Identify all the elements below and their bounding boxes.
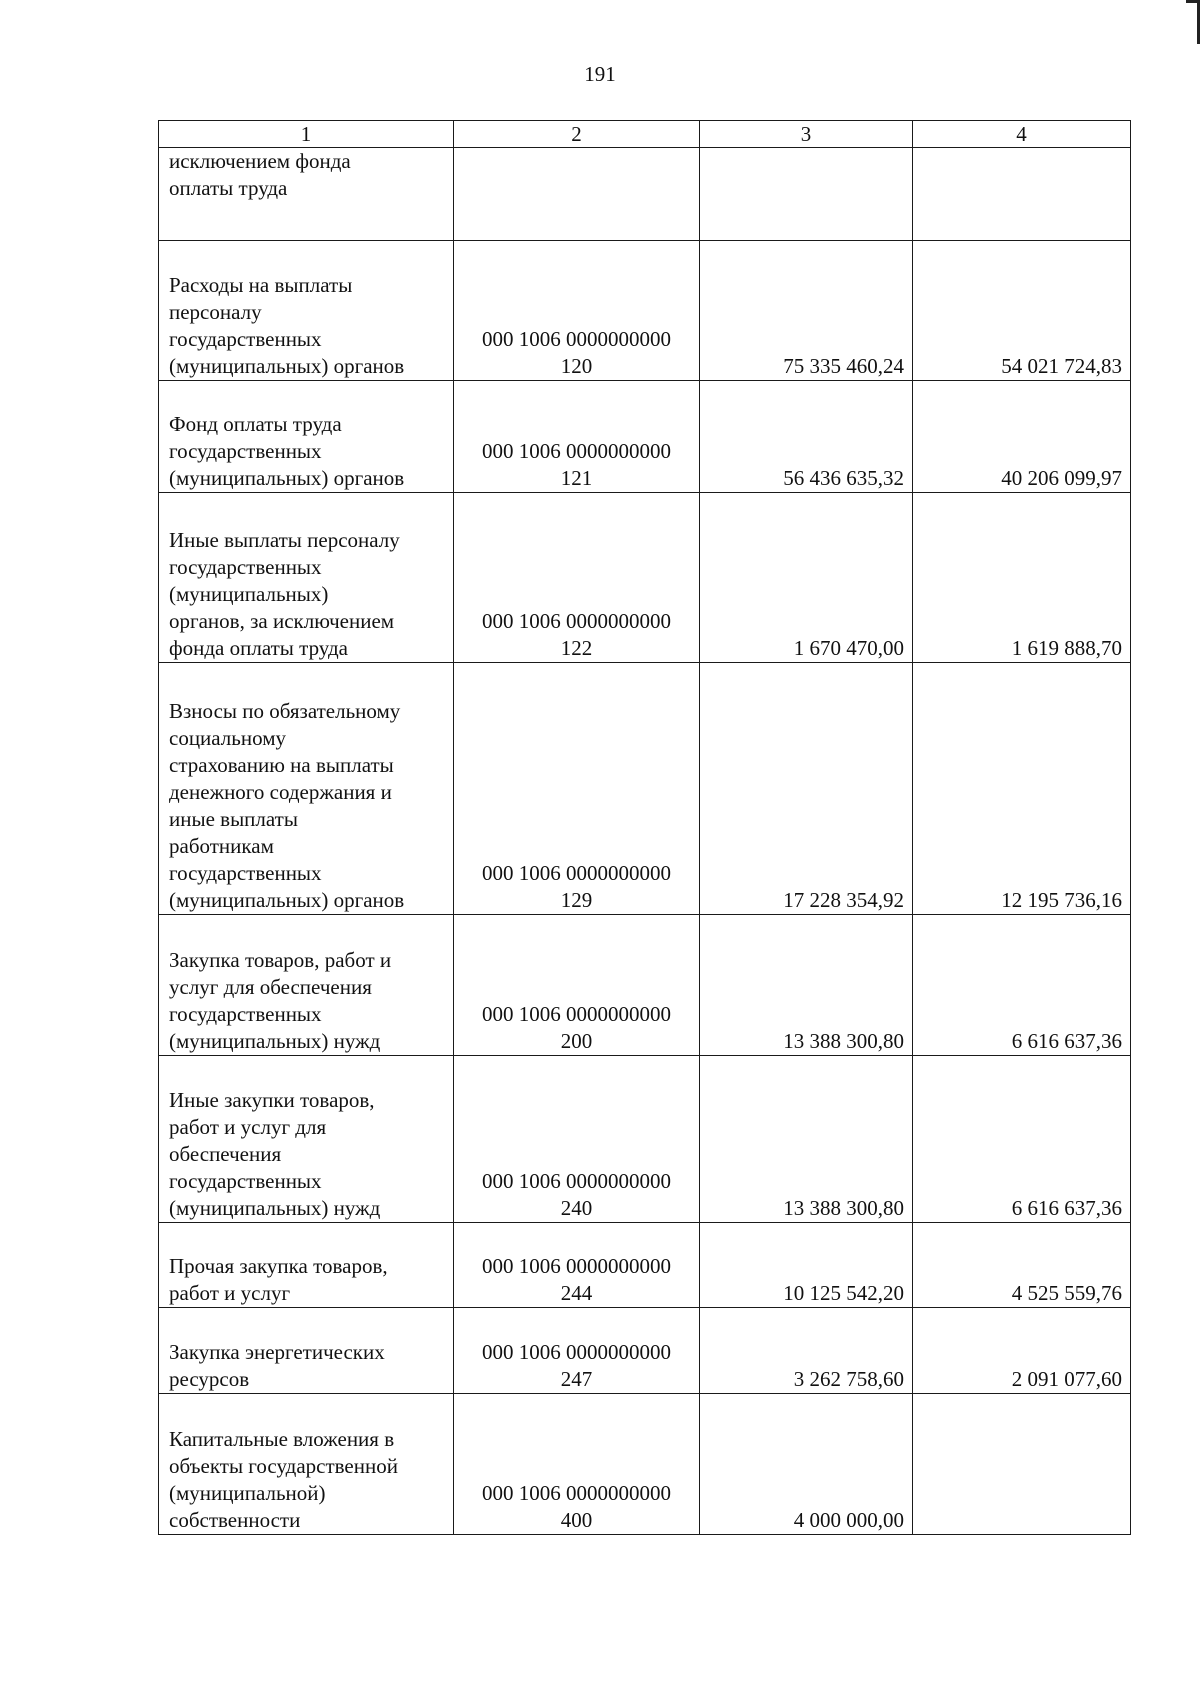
scan-corner-mark: [1186, 0, 1200, 44]
row-name: Иные выплаты персоналу государственных (муниципальных) органов, за исключением фонда оплаты труда: [159, 493, 454, 663]
table-row: [159, 1308, 1131, 1394]
row-code: 000 1006 0000000000 122: [454, 493, 700, 663]
header-cell-2: 2: [454, 121, 700, 148]
table-header-row: [159, 121, 1131, 148]
header-cell-3: 3: [700, 121, 913, 148]
row-col4: [913, 148, 1131, 241]
table-row: [159, 241, 1131, 381]
row-col4: 6 616 637,36: [913, 915, 1131, 1056]
table-row: [159, 381, 1131, 493]
row-col3: 75 335 460,24: [700, 241, 913, 381]
row-col4: 4 525 559,76: [913, 1223, 1131, 1308]
header-cell-4: 4: [913, 121, 1131, 148]
row-code: 000 1006 0000000000 120: [454, 241, 700, 381]
row-col4: 1 619 888,70: [913, 493, 1131, 663]
row-code: 000 1006 0000000000 400: [454, 1394, 700, 1535]
row-code: [454, 148, 700, 241]
row-name: Закупка энергетических ресурсов: [159, 1308, 454, 1394]
row-name: Капитальные вложения в объекты государственной (муниципальной) собственности: [159, 1394, 454, 1535]
table-row: [159, 915, 1131, 1056]
row-name: Взносы по обязательному социальному страхованию на выплаты денежного содержания и иные выплаты работникам государственных (муниципальных) органов: [159, 663, 454, 915]
row-col4: 12 195 736,16: [913, 663, 1131, 915]
row-col3: 4 000 000,00: [700, 1394, 913, 1535]
row-name: Расходы на выплаты персоналу государственных (муниципальных) органов: [159, 241, 454, 381]
table-row: [159, 148, 1131, 241]
row-col4: [913, 1394, 1131, 1535]
row-col4: 6 616 637,36: [913, 1056, 1131, 1223]
row-name: Фонд оплаты труда государственных (муниципальных) органов: [159, 381, 454, 493]
row-col3: 3 262 758,60: [700, 1308, 913, 1394]
table-row: [159, 1223, 1131, 1308]
row-col4: 54 021 724,83: [913, 241, 1131, 381]
table-row: [159, 1056, 1131, 1223]
row-col3: 10 125 542,20: [700, 1223, 913, 1308]
row-code: 000 1006 0000000000 121: [454, 381, 700, 493]
row-col3: 13 388 300,80: [700, 915, 913, 1056]
header-cell-1: 1: [159, 121, 454, 148]
row-code: 000 1006 0000000000 129: [454, 663, 700, 915]
row-col3: 17 228 354,92: [700, 663, 913, 915]
row-name: Закупка товаров, работ и услуг для обеспечения государственных (муниципальных) нужд: [159, 915, 454, 1056]
table-row: [159, 663, 1131, 915]
row-col3: 56 436 635,32: [700, 381, 913, 493]
row-name: исключением фонда оплаты труда: [159, 148, 454, 241]
page-number: 191: [584, 62, 616, 86]
budget-table: [158, 120, 1131, 1535]
row-name: Прочая закупка товаров, работ и услуг: [159, 1223, 454, 1308]
row-name: Иные закупки товаров, работ и услуг для обеспечения государственных (муниципальных) нужд: [159, 1056, 454, 1223]
row-code: 000 1006 0000000000 200: [454, 915, 700, 1056]
table-row: [159, 1394, 1131, 1535]
row-code: 000 1006 0000000000 244: [454, 1223, 700, 1308]
table-row: [159, 493, 1131, 663]
row-code: 000 1006 0000000000 247: [454, 1308, 700, 1394]
row-col4: 2 091 077,60: [913, 1308, 1131, 1394]
row-col4: 40 206 099,97: [913, 381, 1131, 493]
row-code: 000 1006 0000000000 240: [454, 1056, 700, 1223]
row-col3: 13 388 300,80: [700, 1056, 913, 1223]
row-col3: 1 670 470,00: [700, 493, 913, 663]
row-col3: [700, 148, 913, 241]
